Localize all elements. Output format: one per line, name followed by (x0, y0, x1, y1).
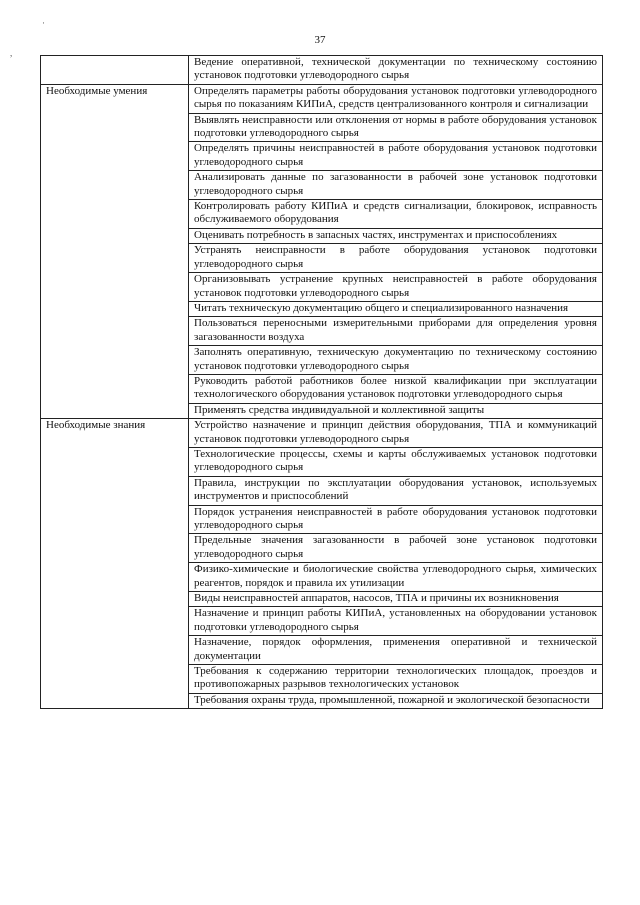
row-label (41, 693, 189, 708)
table-row (41, 592, 603, 607)
row-text: Назначение, порядок оформления, применения оперативной и технической документации (189, 636, 603, 665)
row-text: Контролировать работу КИПиА и средств сигнализации, блокировок, исправность обслуживаемого оборудования (189, 200, 603, 229)
row-text: Виды неисправностей аппаратов, насосов, ТПА и причины их возникновения (189, 592, 603, 607)
table-row (41, 607, 603, 636)
table-row (41, 56, 603, 85)
row-text: Технологические процессы, схемы и карты обслуживаемых установок подготовки углеводородного сырья (189, 447, 603, 476)
table-row (41, 301, 603, 316)
table-row (41, 563, 603, 592)
row-label (41, 56, 189, 85)
table-row (41, 244, 603, 273)
row-label (41, 592, 189, 607)
table-row (41, 113, 603, 142)
table-body (41, 56, 603, 709)
row-text: Читать техническую документацию общего и специализированного назначения (189, 301, 603, 316)
row-text: Назначение и принцип работы КИПиА, установленных на оборудовании установок подготовки углеводородного сырья (189, 607, 603, 636)
table-row (41, 171, 603, 200)
table-row (41, 317, 603, 346)
table-row (41, 534, 603, 563)
row-text: Ведение оперативной, технической документации по техническому состоянию установок подготовки углеводородного сырья (189, 56, 603, 85)
row-text: Предельные значения загазованности в рабочей зоне установок подготовки углеводородного сырья (189, 534, 603, 563)
table-row (41, 346, 603, 375)
row-label (41, 346, 189, 375)
table-row (41, 273, 603, 302)
table-row (41, 200, 603, 229)
table-row (41, 665, 603, 694)
row-text: Определять параметры работы оборудования установок подготовки углеводородного сырья по показаниям КИПиА, средств централизованного контроля и сигнализации (189, 84, 603, 113)
row-label (41, 317, 189, 346)
table-row (41, 476, 603, 505)
row-text: Требования к содержанию территории технологических площадок, проездов и противопожарных разрывов технологических установок (189, 665, 603, 694)
row-label (41, 374, 189, 403)
row-label (41, 563, 189, 592)
row-label (41, 607, 189, 636)
row-label (41, 476, 189, 505)
row-text: Применять средства индивидуальной и коллективной защиты (189, 403, 603, 418)
row-text: Физико-химические и биологические свойства углеводородного сырья, химических реагентов, порядок и правила их утилизации (189, 563, 603, 592)
table-row (41, 447, 603, 476)
row-label (41, 534, 189, 563)
row-label (41, 505, 189, 534)
row-label (41, 447, 189, 476)
scan-mark: , (10, 48, 13, 58)
row-text: Анализировать данные по загазованности в рабочей зоне установок подготовки углеводородного сырья (189, 171, 603, 200)
row-label (41, 142, 189, 171)
table-row (41, 419, 603, 448)
scan-mark: · (42, 18, 45, 28)
requirements-table (40, 55, 603, 709)
row-label (41, 113, 189, 142)
table-row (41, 403, 603, 418)
row-text: Оценивать потребность в запасных частях, инструментах и приспособлениях (189, 228, 603, 243)
row-label (41, 636, 189, 665)
table-row (41, 84, 603, 113)
row-text: Правила, инструкции по эксплуатации оборудования установок, используемых инструментов и приспособлений (189, 476, 603, 505)
row-text: Устранять неисправности в работе оборудования установок подготовки углеводородного сырья (189, 244, 603, 273)
row-label (41, 200, 189, 229)
row-text: Заполнять оперативную, техническую документацию по техническому состоянию установок подготовки углеводородного сырья (189, 346, 603, 375)
table-row (41, 505, 603, 534)
row-label: Необходимые умения (41, 84, 189, 113)
row-text: Устройство назначение и принцип действия оборудования, ТПА и коммуникаций установок подготовки углеводородного сырья (189, 419, 603, 448)
row-text: Руководить работой работников более низкой квалификации при эксплуатации технологического оборудования установок подготовки углеводородного сырья (189, 374, 603, 403)
row-text: Порядок устранения неисправностей в работе оборудования установок подготовки углеводородного сырья (189, 505, 603, 534)
row-label (41, 244, 189, 273)
page-number: 37 (314, 34, 326, 46)
row-label (41, 665, 189, 694)
row-text: Требования охраны труда, промышленной, пожарной и экологической безопасности (189, 693, 603, 708)
row-text: Выявлять неисправности или отклонения от нормы в работе оборудования установок подготовки углеводородного сырья (189, 113, 603, 142)
table-row (41, 374, 603, 403)
row-text: Определять причины неисправностей в работе оборудования установок подготовки углеводородного сырья (189, 142, 603, 171)
row-text: Организовывать устранение крупных неисправностей в работе оборудования установок подготовки углеводородного сырья (189, 273, 603, 302)
row-label: Необходимые знания (41, 419, 189, 448)
table-row (41, 228, 603, 243)
table-row (41, 636, 603, 665)
row-text: Пользоваться переносными измерительными приборами для определения уровня загазованности воздуха (189, 317, 603, 346)
row-label (41, 273, 189, 302)
row-label (41, 171, 189, 200)
table-row (41, 142, 603, 171)
table-row (41, 693, 603, 708)
row-label (41, 228, 189, 243)
row-label (41, 403, 189, 418)
row-label (41, 301, 189, 316)
